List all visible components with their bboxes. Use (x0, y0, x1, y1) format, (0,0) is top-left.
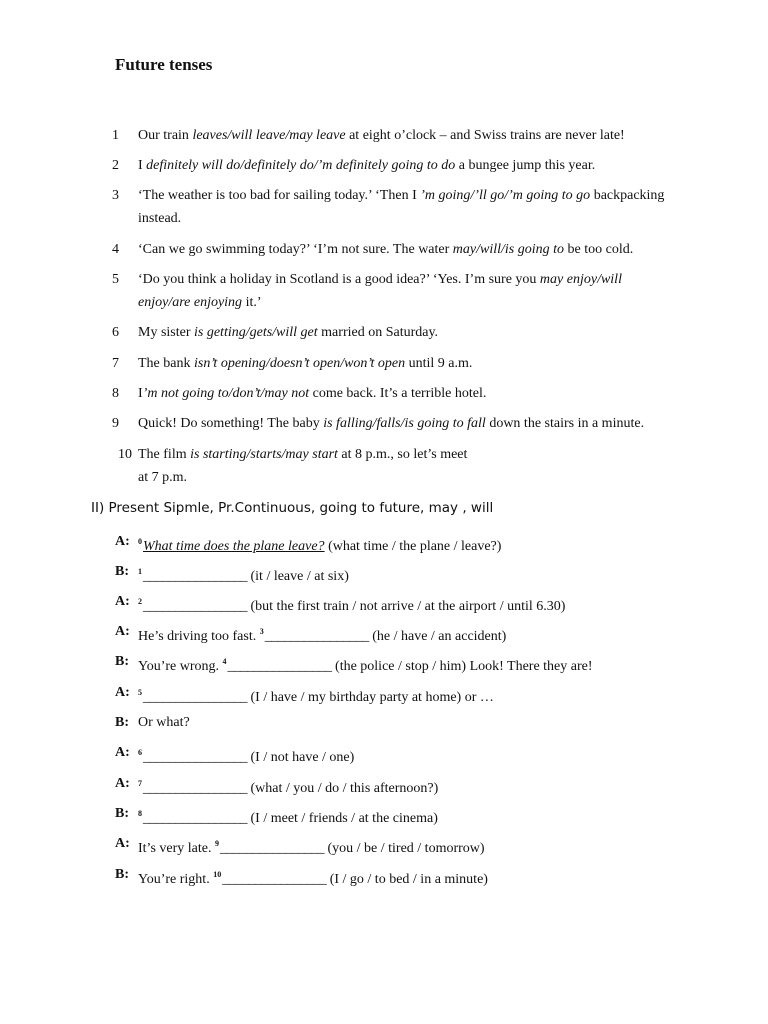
speaker-label: A: (115, 745, 130, 760)
speaker-label: B: (115, 715, 129, 730)
prompt-hint: (the police / stop / him) Look! There they are! (331, 659, 593, 674)
speaker-label: A: (115, 594, 130, 609)
answer-blank: ________________ (143, 811, 247, 826)
answer-options: definitely will do/definitely do/’m definitely going to do (146, 158, 456, 173)
prompt-hint: (what time / the plane / leave?) (324, 539, 502, 554)
answer-blank: ________________ (143, 599, 247, 614)
question-number: 2 (112, 158, 119, 173)
answer-blank: ________________ (143, 569, 247, 584)
dialogue-text: It’s very late. (138, 841, 215, 856)
speaker-label: B: (115, 867, 129, 882)
section-heading: II) Present Sipmle, Pr.Continuous, going to future, may , will (91, 500, 494, 516)
question-number: 6 (112, 325, 119, 340)
question-text: at eight o’clock – and Swiss trains are never late! (345, 128, 625, 143)
dialogue-text: You’re right. (138, 872, 214, 887)
question-text: My sister (138, 325, 194, 340)
speaker-label: A: (115, 685, 130, 700)
answer-blank: ________________ (143, 690, 247, 705)
prompt-hint: (I / have / my birthday party at home) or … (247, 690, 494, 705)
item-number: 7 (138, 779, 142, 788)
question-text: it.’ (242, 294, 262, 310)
speaker-label: A: (115, 624, 130, 639)
answer-options: enjoy/are enjoying (138, 294, 243, 310)
prompt-hint: (I / meet / friends / at the cinema) (247, 811, 438, 826)
answer-options: may/will/is going to (452, 242, 565, 257)
question-text: Quick! Do something! The baby (138, 416, 324, 431)
answer-options: may enjoy/will (539, 272, 622, 287)
question-text: backpacking (590, 188, 665, 203)
question-text: ‘The weather is too bad for sailing today.’ ‘Then I (138, 188, 421, 203)
answer-options: isn’t opening/doesn’t open/won’t open (193, 356, 406, 371)
question-text: I (138, 386, 143, 401)
answer-options: ’m not going to/don’t/may not (142, 386, 310, 401)
question-number: 4 (112, 242, 119, 257)
speaker-label: B: (115, 564, 129, 579)
speaker-label: A: (115, 534, 130, 549)
item-number: 3 (259, 627, 264, 636)
dialogue-text: He’s driving too fast. (138, 629, 260, 644)
item-number: 10 (213, 870, 222, 879)
item-number: 1 (138, 567, 142, 576)
answer-blank: ________________ (143, 750, 247, 765)
answer-options: leaves/will leave/may leave (192, 128, 346, 143)
item-number: 5 (138, 688, 142, 697)
speaker-label: A: (115, 836, 130, 851)
question-text: come back. It’s a terrible hotel. (309, 386, 487, 401)
prompt-hint: (what / you / do / this afternoon?) (247, 781, 439, 796)
answer-blank: ________________ (264, 629, 369, 644)
question-text: Our train (138, 128, 193, 143)
dialogue-text: You’re wrong. (138, 659, 223, 674)
prompt-hint: (it / leave / at six) (247, 569, 349, 584)
answer-options: is getting/gets/will get (194, 325, 318, 340)
question-text: a bungee jump this year. (455, 158, 596, 173)
item-number: 2 (138, 597, 142, 606)
answer-options: ’m going/’ll go/’m going to go (420, 188, 591, 203)
question-text: at 8 p.m., so let’s meet (337, 447, 468, 462)
speaker-label: B: (115, 806, 129, 821)
question-text: ‘Do you think a holiday in Scotland is a good idea?’ ‘Yes. I’m sure you (138, 272, 540, 287)
question-number: 8 (112, 386, 119, 401)
question-number: 7 (112, 356, 119, 371)
question-number: 1 (112, 128, 119, 143)
dialogue-text: Or what? (138, 715, 190, 730)
prompt-hint: (but the first train / not arrive / at the airport / until 6.30) (247, 599, 566, 614)
question-text: ‘Can we go swimming today?’ ‘I’m not sure. The water (138, 242, 453, 257)
question-text: The film (138, 447, 191, 462)
question-text: down the stairs in a minute. (485, 416, 645, 431)
answer-blank: ________________ (227, 659, 332, 674)
question-number: 5 (112, 272, 119, 287)
answer-blank: ________________ (143, 781, 247, 796)
question-text: until 9 a.m. (405, 356, 473, 371)
prompt-hint: (you / be / tired / tomorrow) (323, 841, 485, 856)
prompt-hint: (I / not have / one) (247, 750, 355, 765)
prompt-hint: (I / go / to bed / in a minute) (326, 872, 488, 887)
question-number: 10 (118, 447, 132, 462)
item-number: 4 (222, 657, 227, 666)
question-text: married on Saturday. (317, 325, 439, 340)
question-text: The bank (138, 356, 194, 371)
example-answer: What time does the plane leave? (143, 539, 325, 554)
answer-blank: ________________ (219, 841, 324, 856)
speaker-label: B: (115, 654, 129, 669)
question-text: be too cold. (564, 242, 634, 257)
item-number: 6 (138, 748, 142, 757)
question-text: instead. (138, 210, 182, 226)
item-number: 9 (214, 839, 219, 848)
answer-blank: ________________ (222, 872, 327, 887)
item-number: 0 (138, 537, 142, 546)
answer-options: is starting/starts/may start (190, 447, 338, 462)
question-number: 9 (112, 416, 119, 431)
question-text: at 7 p.m. (138, 469, 187, 485)
answer-options: is falling/falls/is going to fall (323, 416, 486, 431)
item-number: 8 (138, 809, 142, 818)
speaker-label: A: (115, 776, 130, 791)
question-text: I (138, 158, 147, 173)
prompt-hint: (he / have / an accident) (368, 629, 507, 644)
page-title: Future tenses (115, 55, 213, 74)
question-number: 3 (112, 188, 119, 203)
